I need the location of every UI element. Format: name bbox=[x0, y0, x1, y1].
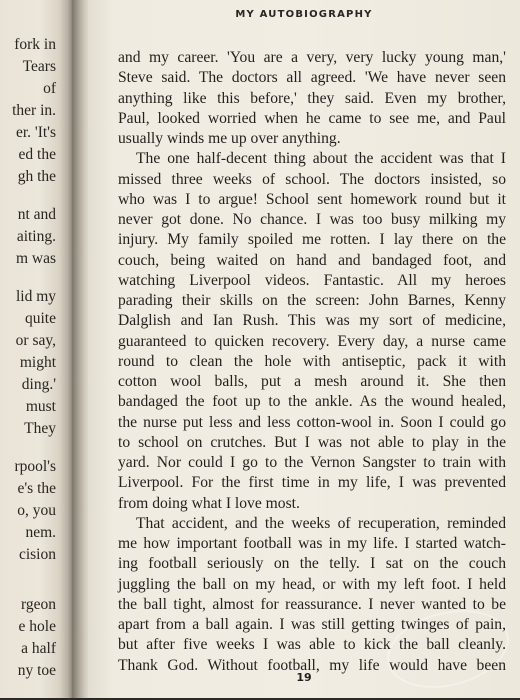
body-text-line: anything like this before,' they said. Even my brother, bbox=[118, 89, 506, 107]
left-page-line: ding.' bbox=[21, 376, 56, 393]
body-text-line: watching Liverpool videos. Fantastic. All my heroes bbox=[118, 271, 506, 289]
body-text-line: couch, being waited on hand and bandaged foot, and bbox=[118, 251, 506, 269]
left-page-line: nem. bbox=[25, 524, 56, 541]
left-page-line: o, you bbox=[17, 502, 56, 519]
left-page-line: nt and bbox=[17, 206, 56, 223]
body-text-line: usually winds me up over anything. bbox=[118, 130, 341, 147]
body-text-line: but after five weeks I was able to kick the ball cleanly. bbox=[118, 636, 506, 654]
left-page-line: ed the bbox=[18, 146, 56, 163]
body-text-line: guaranteed to quicken recovery. Every day, a nurse came bbox=[118, 332, 506, 350]
body-text-line: missed three weeks of school. The doctors insisted, so bbox=[118, 170, 506, 188]
body-text-line: bandaged the foot up to the ankle. As the wound healed, bbox=[118, 393, 506, 411]
left-page-line: or say, bbox=[15, 332, 56, 349]
body-text-line: cotton wool balls, put a mesh around it. She then bbox=[118, 373, 506, 390]
left-page-line: They bbox=[24, 420, 56, 437]
body-text-line: yard. Nor could I go to the Vernon Sangster to train with bbox=[118, 454, 506, 471]
body-text-line: from doing what I love most. bbox=[118, 494, 300, 512]
body-text-line: Liverpool. For the first time in my life, I was prevented bbox=[118, 474, 506, 492]
right-page bbox=[88, 0, 520, 698]
left-page-line: gh the bbox=[17, 168, 56, 185]
running-head: MY AUTOBIOGRAPHY bbox=[235, 9, 373, 20]
page-number: 19 bbox=[296, 671, 312, 684]
left-page-line: lid my bbox=[15, 288, 56, 305]
left-page-line: er. 'It's bbox=[15, 124, 56, 141]
body-text-line: the ball tight, almost for reassurance. I never wanted to be bbox=[118, 595, 506, 613]
body-text-line: me how important football was in my life. I started watch- bbox=[118, 535, 506, 552]
left-page-line: fork in bbox=[14, 36, 56, 53]
left-page-line: might bbox=[19, 354, 56, 371]
left-page-line: e hole bbox=[18, 618, 56, 635]
left-page-line: aiting. bbox=[16, 228, 56, 245]
left-page-line: must bbox=[25, 398, 56, 415]
body-text-line: who was I to argue! School sent homework round but it bbox=[118, 190, 506, 208]
left-page-line: m was bbox=[15, 250, 56, 267]
left-page-line: rgeon bbox=[20, 596, 56, 613]
body-text-line: Steve said. The doctors all agreed. 'We have never seen bbox=[118, 69, 506, 87]
body-text-line: Dalglish and Ian Rush. This was my sort of medicine, bbox=[118, 312, 506, 330]
body-text-line: never got done. No chance. I was too busy milking my bbox=[118, 211, 506, 228]
left-page-line: ny toe bbox=[17, 662, 56, 679]
left-page-line: Tears bbox=[22, 58, 56, 75]
left-page bbox=[0, 0, 72, 698]
body-text-line: round to clean the hole with antiseptic, pack it with bbox=[118, 352, 506, 370]
left-page-line: of bbox=[43, 80, 56, 97]
body-text-line: injury. My family spoiled me rotten. I lay there on the bbox=[118, 231, 506, 249]
body-text-line: and my career. 'You are a very, very lucky young man,' bbox=[118, 49, 506, 66]
body-text-line: The one half-decent thing about the accident was that I bbox=[136, 150, 506, 168]
left-page-line: e's the bbox=[17, 480, 56, 497]
body-text-line: parading their skills on the screen: John Barnes, Kenny bbox=[118, 292, 506, 309]
left-page-line: ther in. bbox=[12, 102, 56, 119]
left-page-line: rpool's bbox=[14, 458, 56, 475]
body-text-line: to school on crutches. But I was not able to play in the bbox=[118, 433, 506, 451]
body-text-line: ing football seriously on the telly. I sat on the couch bbox=[118, 555, 506, 573]
body-text-line: the nurse put less and less cotton-wool in. Soon I could go bbox=[118, 413, 506, 431]
left-page-line: a half bbox=[21, 640, 56, 657]
body-text-line: apart from a ball again. I was still getting twinges of pain, bbox=[118, 616, 506, 633]
body-text-line: Thank God. Without football, my life would have been bbox=[118, 656, 506, 674]
body-text-line: juggling the ball on my head, or with my left foot. I held bbox=[118, 575, 506, 593]
body-text-line: Paul, looked worried when he came to see me, and Paul bbox=[118, 109, 506, 127]
left-page-line: quite bbox=[25, 310, 56, 327]
body-text-line: That accident, and the weeks of recuperation, reminded bbox=[136, 514, 506, 532]
left-page-line: cision bbox=[18, 546, 56, 563]
